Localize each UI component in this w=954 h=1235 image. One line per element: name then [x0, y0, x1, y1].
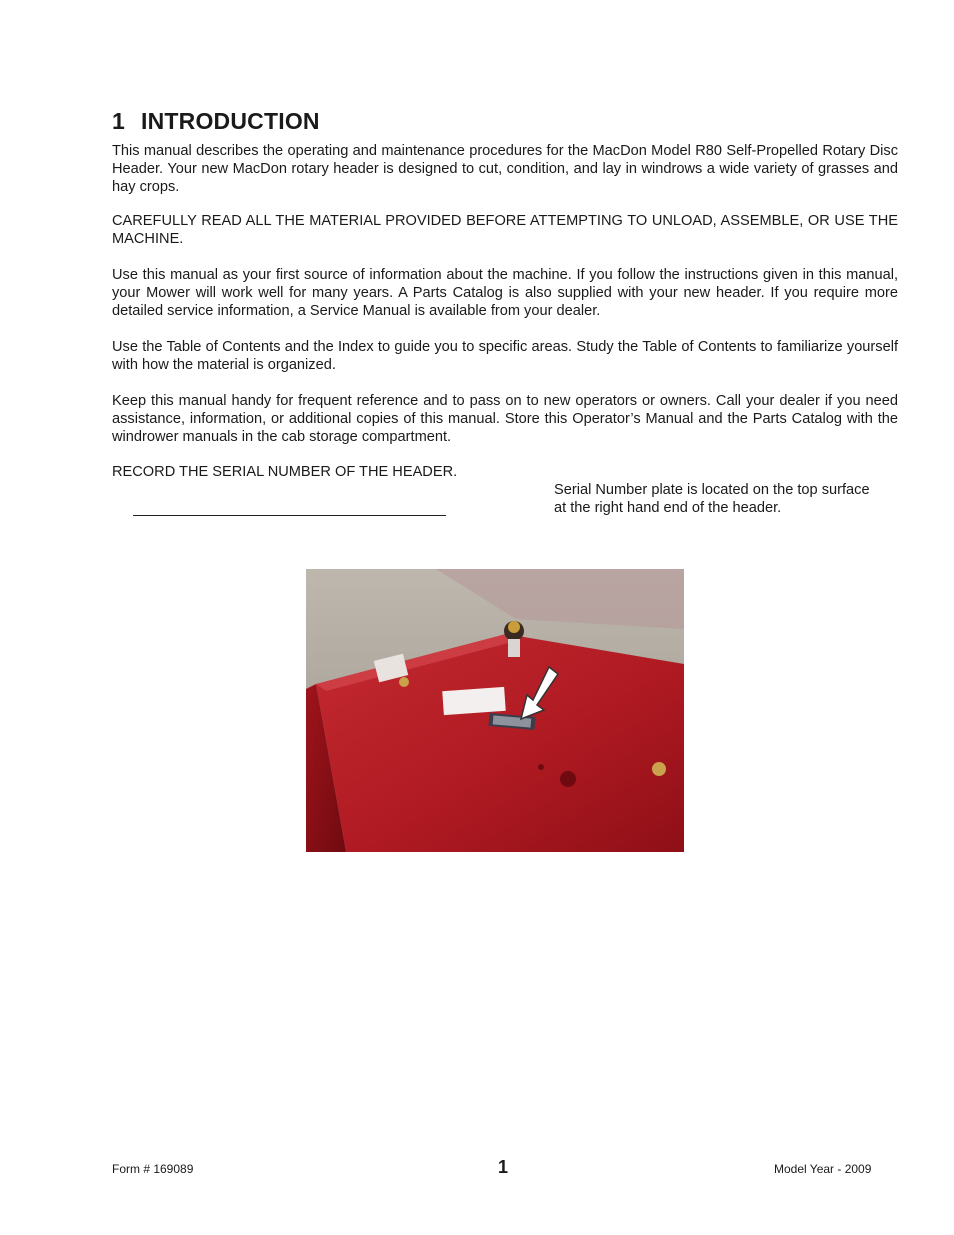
section-title: INTRODUCTION: [141, 108, 320, 134]
handy-paragraph: Keep this manual handy for frequent reference and to pass on to new operators or owners. Call your dealer if you need assistance, information, or additional copies of this manual. Store this Operator’s Manual and the Parts Catalog with the windrower manuals in the cab storage compartment.: [112, 393, 898, 445]
section-number: 1: [112, 108, 125, 134]
serial-note-line1: Serial Number plate is located on the top surface: [554, 482, 870, 498]
footer-model-year: Model Year - 2009: [774, 1162, 872, 1176]
serial-note-line2: at the right hand end of the header.: [554, 500, 782, 516]
intro-paragraph: This manual describes the operating and maintenance procedures for the MacDon Model R80 Self-Propelled Rotary Disc Header. Your new MacDon rotary header is designed to cut, condition, and lay in windrows a wide variety of grasses and hay crops.: [112, 143, 898, 195]
serial-number-plate-photo: [306, 569, 684, 852]
section-heading: [112, 108, 320, 135]
warning-paragraph: CAREFULLY READ ALL THE MATERIAL PROVIDED BEFORE ATTEMPTING TO UNLOAD, ASSEMBLE, OR USE THE MACHINE.: [112, 213, 898, 247]
footer-form-number: Form # 169089: [112, 1162, 194, 1176]
toc-paragraph: Use the Table of Contents and the Index to guide you to specific areas. Study the Table of Contents to familiarize yourself with how the material is organized.: [112, 339, 898, 373]
footer-page-number: 1: [498, 1157, 509, 1177]
serial-number-blank-line: [133, 515, 446, 516]
record-serial-text: RECORD THE SERIAL NUMBER OF THE HEADER.: [112, 464, 458, 480]
source-paragraph: Use this manual as your first source of information about the machine. If you follow the instructions given in this manual, your Mower will work well for many years. A Parts Catalog is also supplied with your new header. If you require more detailed service information, a Service Manual is available from your dealer.: [112, 267, 898, 319]
